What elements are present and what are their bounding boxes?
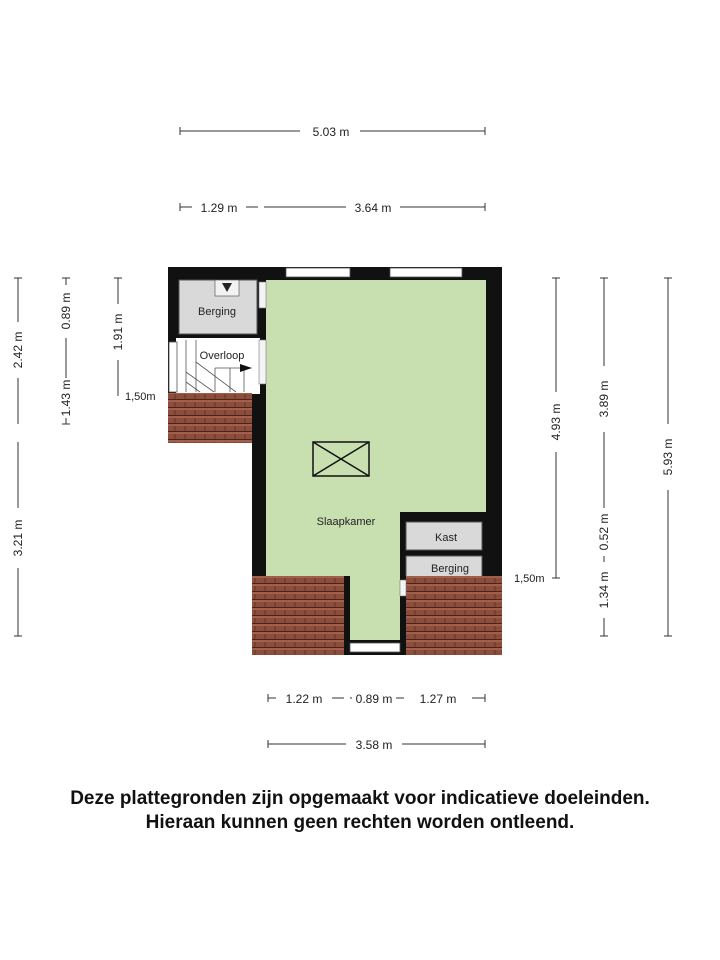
dim-left-height-note: 1,50m [125,391,156,403]
dim-left-outer-bottom: 3.21 m [11,519,25,557]
window-top-left [286,268,350,277]
roof-left-wing [168,393,252,443]
dim-bottom-left: 1.22 m [285,692,323,706]
window-top-right [390,268,462,277]
dim-right-height-note: 1,50m [514,573,545,585]
dim-left-mid-bottom: 1.43 m [59,379,73,417]
toilet-icon [215,280,239,296]
label-berging-top: Berging [198,306,236,318]
window-bottom [350,643,400,652]
dim-top-total: 5.03 m [312,125,350,139]
dim-bottom-right: 1.27 m [419,692,457,706]
dim-bottom-total: 3.58 m [355,738,393,752]
disclaimer-line-2: Hieraan kunnen geen rechten worden ontleend. [145,812,575,833]
dim-right-inner: 4.93 m [549,403,563,441]
dim-left-outer-top: 2.42 m [11,331,25,369]
roof-bottom-left [252,576,344,655]
room-overloop [176,338,260,394]
window-wing-left [169,342,177,392]
label-kast: Kast [434,532,458,544]
disclaimer-line-1: Deze plattegronden zijn opgemaakt voor indicatieve doeleinden. [70,788,650,809]
green-bottom-strip [350,576,400,640]
wall-roof-divider-left [344,576,350,655]
dim-left-inner: 1.91 m [111,313,125,351]
dim-top-right: 3.64 m [354,201,392,215]
dim-left-mid-top: 0.89 m [59,292,73,330]
dim-bottom-mid: 0.89 m [355,692,393,706]
dim-top-left: 1.29 m [200,201,238,215]
dim-right-outer: 5.93 m [661,438,675,476]
label-slaapkamer: Slaapkamer [316,516,376,528]
label-berging-right: Berging [431,563,469,575]
door-berging-top [259,282,266,308]
roof-bottom-right [406,576,502,655]
door-overloop [259,340,266,384]
dim-right-mid-bottom: 1.34 m [597,571,611,609]
label-overloop: Overloop [199,350,245,362]
dim-right-mid-middle: 0.52 m [597,513,611,551]
door-berging-right [400,580,406,596]
dim-right-mid-top: 3.89 m [597,380,611,418]
